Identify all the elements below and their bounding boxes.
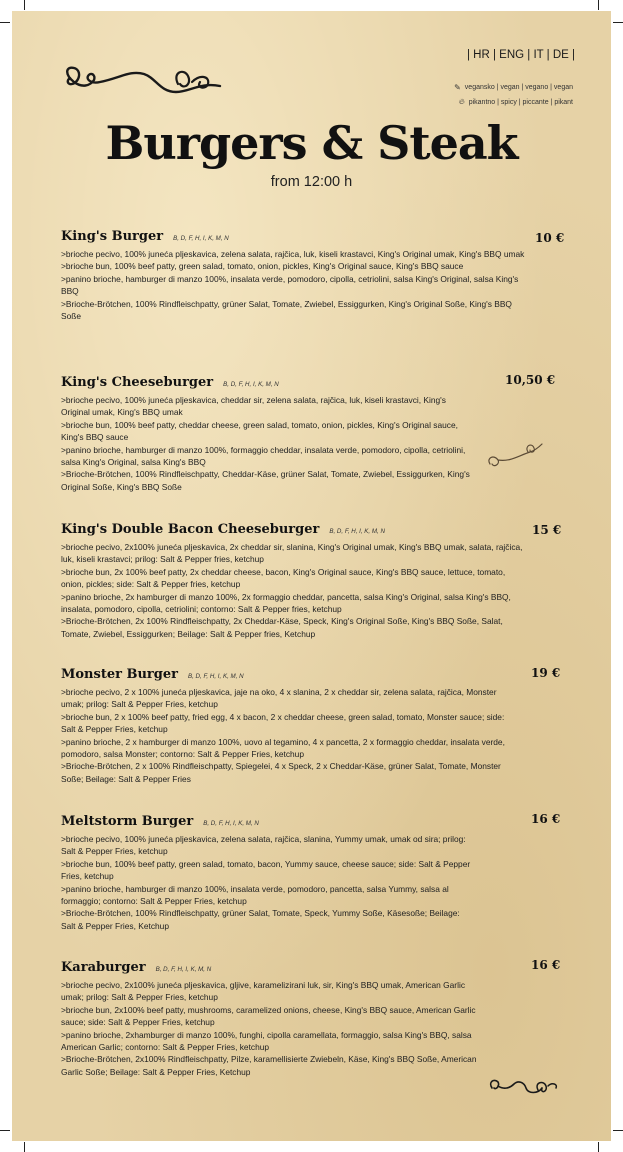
desc-line: >brioche pecivo, 2x100% juneća pljeskavica, gljive, karamelizirani luk, sir, King's BBQ umak, American Garlic umak; prilog: Salt & Pepper Fries, ketchup [61, 980, 466, 1003]
flourish-ornament-bottom [486, 1076, 560, 1098]
legend-spicy [459, 97, 573, 107]
crop-mark [0, 1130, 10, 1131]
crop-mark [613, 1130, 623, 1131]
page-title: Burgers & Steak [105, 116, 518, 170]
desc-line: >Brioche-Brötchen, 2x 100% Rindfleischpatty, 2x Cheddar-Käse, Speck, King's Original Soße, King's BBQ Soße, Salat, Tomate, Zwiebel, Essiggurken; Beilage: Salt & Pepper fries, Ketchup [61, 616, 503, 639]
crop-mark [598, 0, 599, 10]
desc-line: >brioche bun, 100% beef patty, cheddar cheese, green salad, tomato, onion, pickles, King's Original sauce, King's BBQ sauce [61, 419, 458, 443]
item-price: 16 € [531, 812, 561, 826]
item-allergens: B, D, F, H, I, K, M, N [223, 381, 279, 388]
desc-line: >Brioche-Brötchen, 100% Rindfleischpatty, Cheddar-Käse, grüner Salat, Tomate, Zwiebel, Essiggurken, King's Original Soße, King's BBQ Soße [61, 469, 470, 492]
desc-line: >panino brioche, hamburger di manzo 100%, insalata verde, pomodoro, cipolla, cetriolini, salsa King's Original, salsa King's BBQ [61, 273, 519, 297]
crop-mark [613, 22, 623, 23]
item-name: King's Cheeseburger [61, 375, 214, 390]
item-name: Monster Burger [61, 667, 178, 682]
desc-line: >Brioche-Brötchen, 2 x 100% Rindfleischpatty, Spiegelei, 4 x Speck, 2 x Cheddar-Käse, grüner Salat, Tomate, Monster Soße; Beilage: Salt & Pepper Fries [61, 761, 501, 784]
leaf-icon: ✎ [454, 83, 461, 92]
page-subtitle: from 12:00 h [270, 174, 353, 190]
item-allergens: B, D, F, H, I, K, M, N [155, 966, 212, 973]
item-description [61, 541, 527, 640]
menu-item [61, 229, 531, 322]
item-price: 19 € [531, 666, 561, 680]
item-name: Karaburger [61, 960, 146, 975]
item-price: 16 € [531, 958, 561, 972]
desc-line: >panino brioche, 2x hamburger di manzo 100%, 2x formaggio cheddar, pancetta, salsa King's Original, salsa King's BBQ, insalata, pomodoro, cipolla, cetriolini; contorno: Salt & Pepper fries, ketchup [61, 591, 511, 615]
desc-line: >brioche bun, 100% beef patty, green salad, tomato, onion, pickles, King's Original sauce, King's BBQ sauce [61, 261, 464, 272]
legend-vegan-label: vegansko | vegan | vegano | vegan [464, 84, 573, 91]
flourish-ornament-small [484, 440, 546, 470]
desc-line: >brioche pecivo, 100% juneća pljeskavica, cheddar sir, zelena salata, rajčica, luk, kiseli krastavci, King's Original umak, King's BBQ umak [61, 395, 446, 418]
desc-line: >panino brioche, 2xhamburger di manzo 100%, funghi, cipolla caramellata, formaggio, salsa King's BBQ, salsa American Garlic; contorno: Salt & Pepper Fries, ketchup [61, 1029, 472, 1053]
item-price: 10,50 € [505, 373, 556, 387]
item-description [61, 248, 531, 322]
crop-mark [598, 1142, 599, 1152]
item-price: 15 € [532, 523, 562, 537]
item-description [61, 979, 481, 1078]
desc-line: >Brioche-Brötchen, 100% Rindfleischpatty, grüner Salat, Tomate, Speck, Yummy Soße, Käsesoße; Beilage: Salt & Pepper Fries, Ketchup [61, 908, 460, 931]
desc-line: >panino brioche, 2 x hamburger di manzo 100%, uovo al tegamino, 4 x pancetta, 2 x formaggio cheddar, insalata verde, pomodoro, salsa Monster; contorno: Salt & Pepper Fries, ketchup [61, 736, 505, 760]
crop-mark [24, 0, 25, 10]
desc-line: >brioche bun, 2 x 100% beef patty, fried egg, 4 x bacon, 2 x cheddar cheese, green salad, tomato, Monster sauce; side: Salt & Pepper Fries, ketchup [61, 711, 505, 735]
desc-line: >brioche bun, 100% beef patty, green salad, tomato, bacon, Yummy sauce, cheese sauce; side: Salt & Pepper Fries, ketchup [61, 858, 471, 882]
item-description [61, 394, 471, 493]
flame-icon: 🔥︎ [458, 97, 465, 106]
desc-line: >Brioche-Brötchen, 2x100% Rindfleischpatty, Pilze, karamellisierte Zwiebeln, Käse, King's BBQ Soße, American Garlic Soße; Beilage: Salt & Pepper Fries, Ketchup [61, 1054, 477, 1077]
desc-line: >Brioche-Brötchen, 100% Rindfleischpatty, grüner Salat, Tomate, Zwiebel, Essiggurken, King's Original Soße, King's BBQ Soße [61, 298, 512, 322]
desc-line: >panino brioche, hamburger di manzo 100%, insalata verde, pomodoro, pancetta, salsa Yummy, salsa al formaggio; contorno: Salt & Pepper Fries, ketchup [61, 883, 449, 907]
item-price: 10 € [535, 231, 565, 245]
item-allergens: B, D, F, H, I, K, M, N [187, 673, 244, 680]
item-name: King's Burger [61, 229, 164, 244]
desc-line: >brioche bun, 2x100% beef patty, mushrooms, caramelized onions, cheese, King's BBQ sauce, American Garlic sauce; side: Salt & Pepper Fries, ketchup [61, 1004, 476, 1028]
menu-item [61, 522, 531, 640]
crop-mark [24, 1142, 25, 1152]
desc-line: >brioche pecivo, 100% juneća pljeskavica, zelena salata, rajčica, slanina, Yummy umak, umak od sira; prilog: Salt & Pepper Fries, ketchup [61, 834, 466, 857]
item-description [61, 686, 506, 785]
menu-item [61, 960, 531, 1078]
item-allergens: B, D, F, H, I, K, M, N [203, 820, 259, 827]
language-selector[interactable]: | HR | ENG | IT | DE | [466, 49, 575, 61]
item-name: King's Double Bacon Cheeseburger [61, 522, 320, 537]
item-name: Meltstorm Burger [61, 814, 194, 829]
legend-spicy-label: pikantno | spicy | piccante | pikant [468, 98, 573, 106]
flourish-ornament-top [60, 64, 226, 100]
desc-line: >brioche pecivo, 2x100% juneća pljeskavica, 2x cheddar sir, slanina, King's Original umak, King's BBQ umak, salata, rajčica, luk, kiseli krastavci; prilog: Salt & Pepper fries, ketchup [61, 542, 523, 565]
item-allergens: B, D, F, H, I, K, M, N [173, 235, 229, 242]
desc-line: >brioche pecivo, 100% juneća pljeskavica, zelena salata, rajčica, luk, kiseli krastavci, King's Original umak, King's BBQ umak [61, 249, 525, 259]
desc-line: >brioche bun, 2x 100% beef patty, 2x cheddar cheese, bacon, King's Original sauce, King's BBQ sauce, lettuce, tomato, onion, pickles; side: Salt & Pepper fries, ketchup [61, 566, 506, 590]
desc-line: >brioche pecivo, 2 x 100% juneća pljeskavica, jaje na oko, 4 x slanina, 2 x cheddar sir, zelena salata, rajčica, Monster umak; prilog: Salt & Pepper Fries, ketchup [61, 687, 497, 710]
menu-item [61, 814, 531, 932]
desc-line: >panino brioche, hamburger di manzo 100%, formaggio cheddar, insalata verde, pomodoro, cipolla, cetriolini, salsa King's Original, salsa King's BBQ [61, 444, 466, 468]
menu-item [61, 667, 531, 785]
menu-item [61, 375, 531, 493]
item-description [61, 833, 471, 932]
item-allergens: B, D, F, H, I, K, M, N [329, 528, 385, 535]
legend-vegan [454, 83, 573, 92]
crop-mark [0, 22, 10, 23]
